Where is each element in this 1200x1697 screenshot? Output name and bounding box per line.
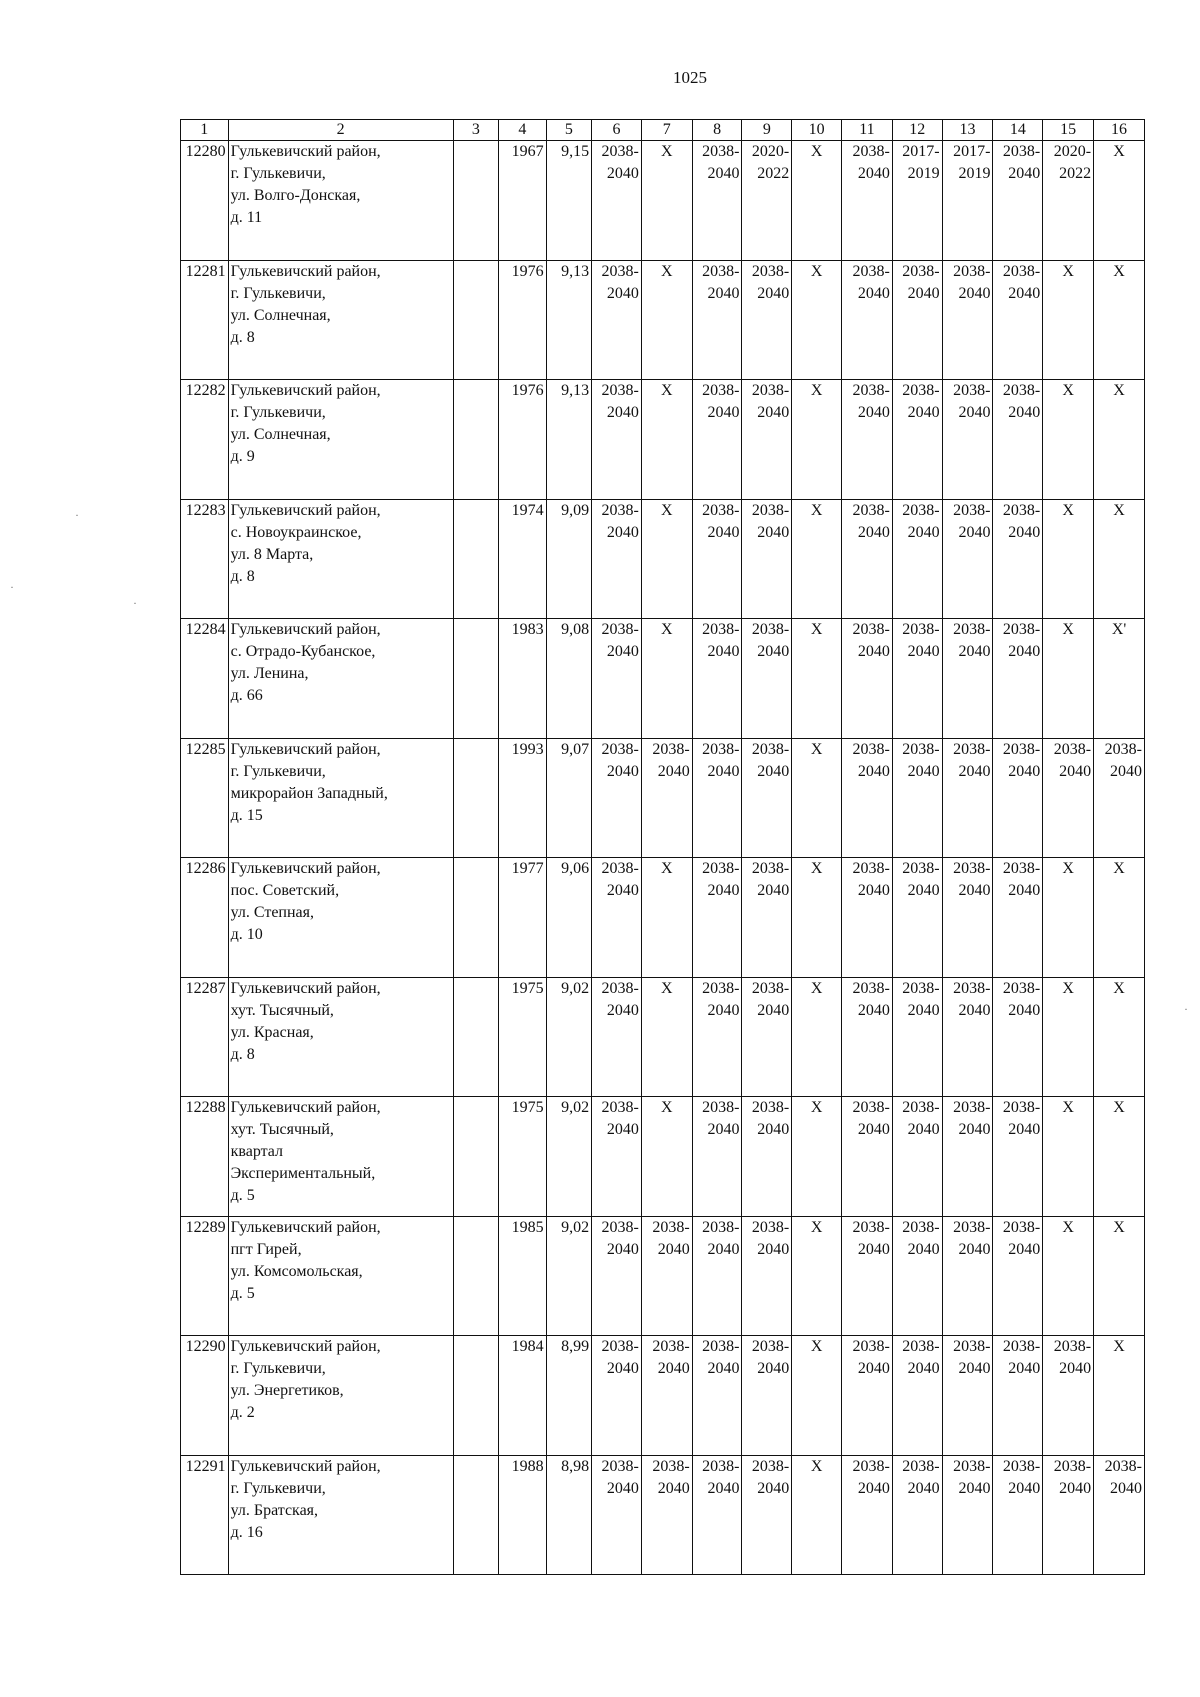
table-row [181, 260, 1145, 380]
cell-col-7: 2038- 2040 [641, 1216, 692, 1336]
cell-col-8: 2038- 2040 [692, 858, 742, 978]
column-header-8: 8 [692, 120, 742, 141]
cell-col-10: Х [792, 1097, 842, 1217]
cell-col-12: 2038- 2040 [892, 738, 942, 858]
table-row [181, 619, 1145, 739]
cell-col-12: 2038- 2040 [892, 1216, 942, 1336]
column-header-16: 16 [1094, 120, 1145, 141]
cell-col-16: Х [1094, 1216, 1145, 1336]
cell-col-6: 2038- 2040 [592, 619, 642, 739]
cell-value: 9,08 [546, 619, 591, 739]
cell-col-16: Х [1094, 977, 1145, 1097]
cell-col-3 [453, 141, 498, 261]
cell-col-9: 2038- 2040 [742, 858, 792, 978]
cell-col-16: Х [1094, 380, 1145, 500]
cell-col-13: 2038- 2040 [942, 1455, 993, 1575]
cell-col-13: 2038- 2040 [942, 1336, 993, 1456]
cell-address: Гулькевичский район, хут. Тысячный, квартал Экспериментальный, д. 5 [228, 1097, 453, 1217]
cell-col-12: 2038- 2040 [892, 977, 942, 1097]
cell-col-3 [453, 380, 498, 500]
cell-col-8: 2038- 2040 [692, 141, 742, 261]
cell-record-number: 12290 [181, 1336, 229, 1456]
cell-col-7: 2038- 2040 [641, 1336, 692, 1456]
cell-col-10: Х [792, 858, 842, 978]
table-row [181, 141, 1145, 261]
cell-col-6: 2038- 2040 [592, 141, 642, 261]
cell-col-12: 2038- 2040 [892, 1455, 942, 1575]
cell-col-16: Х [1094, 141, 1145, 261]
cell-value: 9,09 [546, 499, 591, 619]
cell-col-6: 2038- 2040 [592, 1216, 642, 1336]
cell-col-16: 2038- 2040 [1094, 1455, 1145, 1575]
column-header-2: 2 [228, 120, 453, 141]
cell-col-10: Х [792, 380, 842, 500]
cell-col-11: 2038- 2040 [842, 260, 893, 380]
column-header-13: 13 [942, 120, 993, 141]
column-header-12: 12 [892, 120, 942, 141]
cell-col-14: 2038- 2040 [993, 738, 1043, 858]
cell-col-9: 2020- 2022 [742, 141, 792, 261]
cell-col-15: Х [1043, 380, 1094, 500]
table-row [181, 1097, 1145, 1217]
column-header-4: 4 [499, 120, 547, 141]
cell-col-16: 2038- 2040 [1094, 738, 1145, 858]
cell-address: Гулькевичский район, г. Гулькевичи, ул. Солнечная, д. 8 [228, 260, 453, 380]
cell-address: Гулькевичский район, с. Новоукраинское, ул. 8 Марта, д. 8 [228, 499, 453, 619]
cell-col-13: 2038- 2040 [942, 1097, 993, 1217]
cell-col-13: 2038- 2040 [942, 380, 993, 500]
cell-col-16: Х [1094, 499, 1145, 619]
cell-col-8: 2038- 2040 [692, 499, 742, 619]
cell-value: 9,02 [546, 1097, 591, 1217]
cell-value: 9,02 [546, 1216, 591, 1336]
column-header-11: 11 [842, 120, 893, 141]
cell-col-9: 2038- 2040 [742, 380, 792, 500]
cell-col-7: Х [641, 619, 692, 739]
cell-record-number: 12284 [181, 619, 229, 739]
cell-col-10: Х [792, 738, 842, 858]
cell-col-12: 2038- 2040 [892, 619, 942, 739]
cell-col-11: 2038- 2040 [842, 1216, 893, 1336]
table-row [181, 1455, 1145, 1575]
cell-col-14: 2038- 2040 [993, 260, 1043, 380]
cell-year-built: 1993 [499, 738, 547, 858]
scan-speck: · [133, 596, 137, 610]
cell-year-built: 1988 [499, 1455, 547, 1575]
cell-col-9: 2038- 2040 [742, 1336, 792, 1456]
cell-col-11: 2038- 2040 [842, 1336, 893, 1456]
cell-value: 9,13 [546, 380, 591, 500]
cell-col-14: 2038- 2040 [993, 141, 1043, 261]
cell-record-number: 12288 [181, 1097, 229, 1217]
cell-col-16: Х [1094, 260, 1145, 380]
cell-col-3 [453, 738, 498, 858]
cell-col-12: 2038- 2040 [892, 1336, 942, 1456]
cell-year-built: 1985 [499, 1216, 547, 1336]
cell-col-3 [453, 260, 498, 380]
cell-col-10: Х [792, 260, 842, 380]
cell-col-14: 2038- 2040 [993, 619, 1043, 739]
cell-col-14: 2038- 2040 [993, 380, 1043, 500]
cell-address: Гулькевичский район, пос. Советский, ул. Степная, д. 10 [228, 858, 453, 978]
cell-col-16: Х' [1094, 619, 1145, 739]
cell-col-13: 2038- 2040 [942, 260, 993, 380]
cell-col-10: Х [792, 977, 842, 1097]
cell-col-12: 2038- 2040 [892, 380, 942, 500]
cell-col-13: 2038- 2040 [942, 499, 993, 619]
cell-col-15: Х [1043, 619, 1094, 739]
cell-col-15: 2038- 2040 [1043, 1336, 1094, 1456]
cell-col-12: 2038- 2040 [892, 260, 942, 380]
cell-col-15: 2020- 2022 [1043, 141, 1094, 261]
cell-col-14: 2038- 2040 [993, 1336, 1043, 1456]
cell-year-built: 1984 [499, 1336, 547, 1456]
cell-record-number: 12281 [181, 260, 229, 380]
cell-record-number: 12289 [181, 1216, 229, 1336]
cell-value: 8,98 [546, 1455, 591, 1575]
cell-value: 8,99 [546, 1336, 591, 1456]
cell-col-7: Х [641, 260, 692, 380]
cell-col-9: 2038- 2040 [742, 1455, 792, 1575]
cell-col-14: 2038- 2040 [993, 1097, 1043, 1217]
cell-col-10: Х [792, 619, 842, 739]
cell-col-6: 2038- 2040 [592, 380, 642, 500]
cell-col-6: 2038- 2040 [592, 738, 642, 858]
cell-col-11: 2038- 2040 [842, 499, 893, 619]
table-row [181, 380, 1145, 500]
column-header-14: 14 [993, 120, 1043, 141]
cell-col-6: 2038- 2040 [592, 1336, 642, 1456]
cell-record-number: 12291 [181, 1455, 229, 1575]
cell-col-15: Х [1043, 260, 1094, 380]
cell-year-built: 1976 [499, 380, 547, 500]
table-row [181, 738, 1145, 858]
cell-col-11: 2038- 2040 [842, 380, 893, 500]
table-row [181, 1216, 1145, 1336]
cell-col-12: 2038- 2040 [892, 1097, 942, 1217]
column-header-10: 10 [792, 120, 842, 141]
cell-col-8: 2038- 2040 [692, 977, 742, 1097]
cell-col-8: 2038- 2040 [692, 1216, 742, 1336]
cell-col-3 [453, 1097, 498, 1217]
cell-year-built: 1983 [499, 619, 547, 739]
cell-col-14: 2038- 2040 [993, 977, 1043, 1097]
cell-col-11: 2038- 2040 [842, 738, 893, 858]
cell-col-10: Х [792, 141, 842, 261]
cell-col-11: 2038- 2040 [842, 858, 893, 978]
cell-col-8: 2038- 2040 [692, 738, 742, 858]
table-body [181, 141, 1145, 1575]
cell-col-15: 2038- 2040 [1043, 1455, 1094, 1575]
cell-col-8: 2038- 2040 [692, 380, 742, 500]
cell-col-14: 2038- 2040 [993, 858, 1043, 978]
scan-speck: · [10, 580, 14, 594]
table-row [181, 977, 1145, 1097]
cell-col-14: 2038- 2040 [993, 499, 1043, 619]
cell-address: Гулькевичский район, г. Гулькевичи, ул. Братская, д. 16 [228, 1455, 453, 1575]
cell-col-15: Х [1043, 1216, 1094, 1336]
cell-col-8: 2038- 2040 [692, 1336, 742, 1456]
cell-col-7: Х [641, 499, 692, 619]
cell-col-8: 2038- 2040 [692, 619, 742, 739]
cell-col-3 [453, 1336, 498, 1456]
cell-record-number: 12280 [181, 141, 229, 261]
cell-col-8: 2038- 2040 [692, 1097, 742, 1217]
cell-col-13: 2038- 2040 [942, 977, 993, 1097]
cell-col-12: 2038- 2040 [892, 499, 942, 619]
cell-col-7: Х [641, 977, 692, 1097]
cell-col-15: Х [1043, 499, 1094, 619]
cell-address: Гулькевичский район, г. Гулькевичи, ул. Волго-Донская, д. 11 [228, 141, 453, 261]
cell-col-7: Х [641, 141, 692, 261]
cell-col-3 [453, 977, 498, 1097]
cell-year-built: 1977 [499, 858, 547, 978]
column-header-7: 7 [641, 120, 692, 141]
cell-col-13: 2038- 2040 [942, 619, 993, 739]
cell-value: 9,02 [546, 977, 591, 1097]
cell-col-7: Х [641, 1097, 692, 1217]
cell-year-built: 1974 [499, 499, 547, 619]
cell-record-number: 12287 [181, 977, 229, 1097]
cell-col-13: 2017- 2019 [942, 141, 993, 261]
table-row [181, 858, 1145, 978]
cell-address: Гулькевичский район, г. Гулькевичи, микрорайон Западный, д. 15 [228, 738, 453, 858]
cell-col-3 [453, 1216, 498, 1336]
cell-col-3 [453, 1455, 498, 1575]
cell-value: 9,07 [546, 738, 591, 858]
column-header-6: 6 [592, 120, 642, 141]
cell-year-built: 1975 [499, 1097, 547, 1217]
cell-col-11: 2038- 2040 [842, 619, 893, 739]
cell-col-6: 2038- 2040 [592, 977, 642, 1097]
cell-col-9: 2038- 2040 [742, 1097, 792, 1217]
cell-col-10: Х [792, 1455, 842, 1575]
cell-year-built: 1976 [499, 260, 547, 380]
cell-col-8: 2038- 2040 [692, 1455, 742, 1575]
cell-address: Гулькевичский район, пгт Гирей, ул. Комсомольская, д. 5 [228, 1216, 453, 1336]
cell-col-6: 2038- 2040 [592, 499, 642, 619]
cell-record-number: 12282 [181, 380, 229, 500]
cell-record-number: 12285 [181, 738, 229, 858]
cell-col-14: 2038- 2040 [993, 1216, 1043, 1336]
cell-col-7: 2038- 2040 [641, 1455, 692, 1575]
cell-col-10: Х [792, 1336, 842, 1456]
cell-value: 9,13 [546, 260, 591, 380]
cell-col-12: 2038- 2040 [892, 858, 942, 978]
housing-registry-table [180, 119, 1145, 1575]
cell-address: Гулькевичский район, г. Гулькевичи, ул. Солнечная, д. 9 [228, 380, 453, 500]
cell-record-number: 12286 [181, 858, 229, 978]
table-row [181, 1336, 1145, 1456]
cell-col-9: 2038- 2040 [742, 1216, 792, 1336]
cell-col-3 [453, 619, 498, 739]
column-number-row [181, 120, 1145, 141]
cell-col-14: 2038- 2040 [993, 1455, 1043, 1575]
cell-address: Гулькевичский район, с. Отрадо-Кубанское, ул. Ленина, д. 66 [228, 619, 453, 739]
cell-col-16: Х [1094, 1336, 1145, 1456]
cell-year-built: 1975 [499, 977, 547, 1097]
cell-address: Гулькевичский район, г. Гулькевичи, ул. Энергетиков, д. 2 [228, 1336, 453, 1456]
scan-speck: · [75, 508, 79, 522]
cell-col-6: 2038- 2040 [592, 260, 642, 380]
cell-record-number: 12283 [181, 499, 229, 619]
page-number: 1025 [673, 68, 707, 87]
cell-col-13: 2038- 2040 [942, 738, 993, 858]
cell-col-15: Х [1043, 858, 1094, 978]
cell-col-6: 2038- 2040 [592, 1097, 642, 1217]
column-header-5: 5 [546, 120, 591, 141]
cell-col-7: Х [641, 380, 692, 500]
cell-col-15: Х [1043, 1097, 1094, 1217]
cell-col-7: Х [641, 858, 692, 978]
column-header-15: 15 [1043, 120, 1094, 141]
cell-col-8: 2038- 2040 [692, 260, 742, 380]
cell-col-15: Х [1043, 977, 1094, 1097]
scan-speck: · [1184, 1002, 1188, 1016]
cell-col-13: 2038- 2040 [942, 858, 993, 978]
cell-col-10: Х [792, 499, 842, 619]
cell-col-9: 2038- 2040 [742, 977, 792, 1097]
cell-col-9: 2038- 2040 [742, 260, 792, 380]
cell-year-built: 1967 [499, 141, 547, 261]
cell-col-3 [453, 858, 498, 978]
cell-col-12: 2017- 2019 [892, 141, 942, 261]
column-header-9: 9 [742, 120, 792, 141]
cell-col-16: Х [1094, 1097, 1145, 1217]
cell-col-11: 2038- 2040 [842, 977, 893, 1097]
column-header-1: 1 [181, 120, 229, 141]
cell-col-11: 2038- 2040 [842, 1097, 893, 1217]
cell-col-3 [453, 499, 498, 619]
cell-col-7: 2038- 2040 [641, 738, 692, 858]
table-row [181, 499, 1145, 619]
cell-col-6: 2038- 2040 [592, 858, 642, 978]
column-header-3: 3 [453, 120, 498, 141]
cell-value: 9,15 [546, 141, 591, 261]
cell-col-15: 2038- 2040 [1043, 738, 1094, 858]
cell-col-16: Х [1094, 858, 1145, 978]
cell-col-10: Х [792, 1216, 842, 1336]
cell-col-9: 2038- 2040 [742, 619, 792, 739]
cell-col-13: 2038- 2040 [942, 1216, 993, 1336]
cell-col-6: 2038- 2040 [592, 1455, 642, 1575]
cell-address: Гулькевичский район, хут. Тысячный, ул. Красная, д. 8 [228, 977, 453, 1097]
cell-col-11: 2038- 2040 [842, 141, 893, 261]
cell-col-9: 2038- 2040 [742, 499, 792, 619]
cell-value: 9,06 [546, 858, 591, 978]
cell-col-9: 2038- 2040 [742, 738, 792, 858]
cell-col-11: 2038- 2040 [842, 1455, 893, 1575]
